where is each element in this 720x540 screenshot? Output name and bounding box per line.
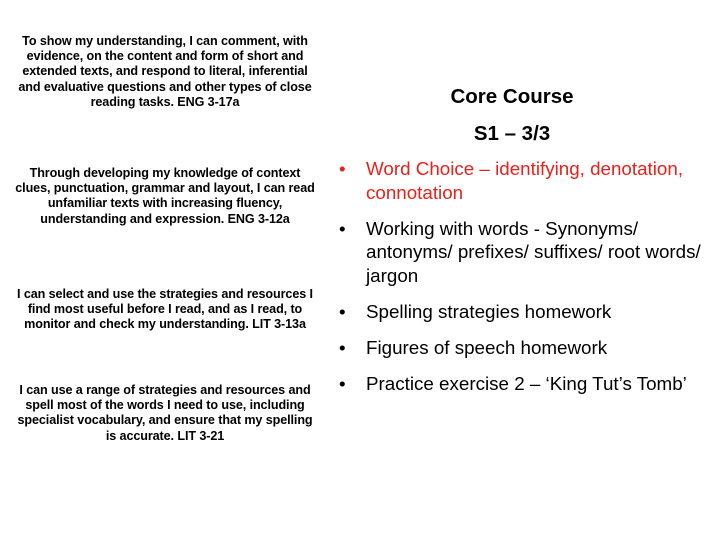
outcome-eng-3-17a: To show my understanding, I can comment, with evidence, on the content and form of short and extended texts, and respond to literal, inferential and evaluative questions and other types of close reading tasks. ENG 3-17a	[18, 34, 312, 109]
course-title: Core Course	[450, 85, 574, 108]
list-item	[334, 336, 708, 360]
list-item-text: Figures of speech homework	[366, 336, 608, 358]
list-item-text: Spelling strategies homework	[366, 300, 612, 322]
list-item-text: Working with words - Synonyms/ antonyms/ prefixes/ suffixes/ root words/ jargon	[366, 217, 701, 286]
bullet-icon: •	[339, 158, 346, 179]
learning-outcomes	[14, 34, 316, 444]
course-topic-list	[334, 157, 708, 395]
bullet-icon: •	[339, 300, 346, 322]
list-item	[334, 372, 708, 396]
list-item-text: Practice exercise 2 – ‘King Tut’s Tomb’	[366, 372, 687, 394]
outcome-lit-3-13a: I can select and use the strategies and resources I find most useful before I read, and as I read, to monitor and check my understanding. LIT 3-13a	[17, 287, 313, 332]
bullet-icon: •	[339, 217, 346, 239]
course-subtitle: S1 – 3/3	[473, 122, 551, 145]
list-item-text: Word Choice – identifying, denotation, connotation	[366, 158, 684, 203]
list-item	[334, 300, 708, 324]
course-panel	[334, 84, 708, 408]
bullet-icon: •	[339, 336, 346, 358]
outcome-eng-3-12a: Through developing my knowledge of context clues, punctuation, grammar and layout, I can read unfamiliar texts with increasing fluency, understanding and expression. ENG 3-12a	[15, 166, 315, 226]
bullet-icon: •	[339, 372, 346, 394]
list-item	[334, 157, 708, 204]
outcome-lit-3-21: I can use a range of strategies and resources and spell most of the words I need to use, including specialist vocabulary, and ensure that my spelling is accurate. LIT 3-21	[17, 383, 313, 443]
list-item	[334, 217, 708, 288]
